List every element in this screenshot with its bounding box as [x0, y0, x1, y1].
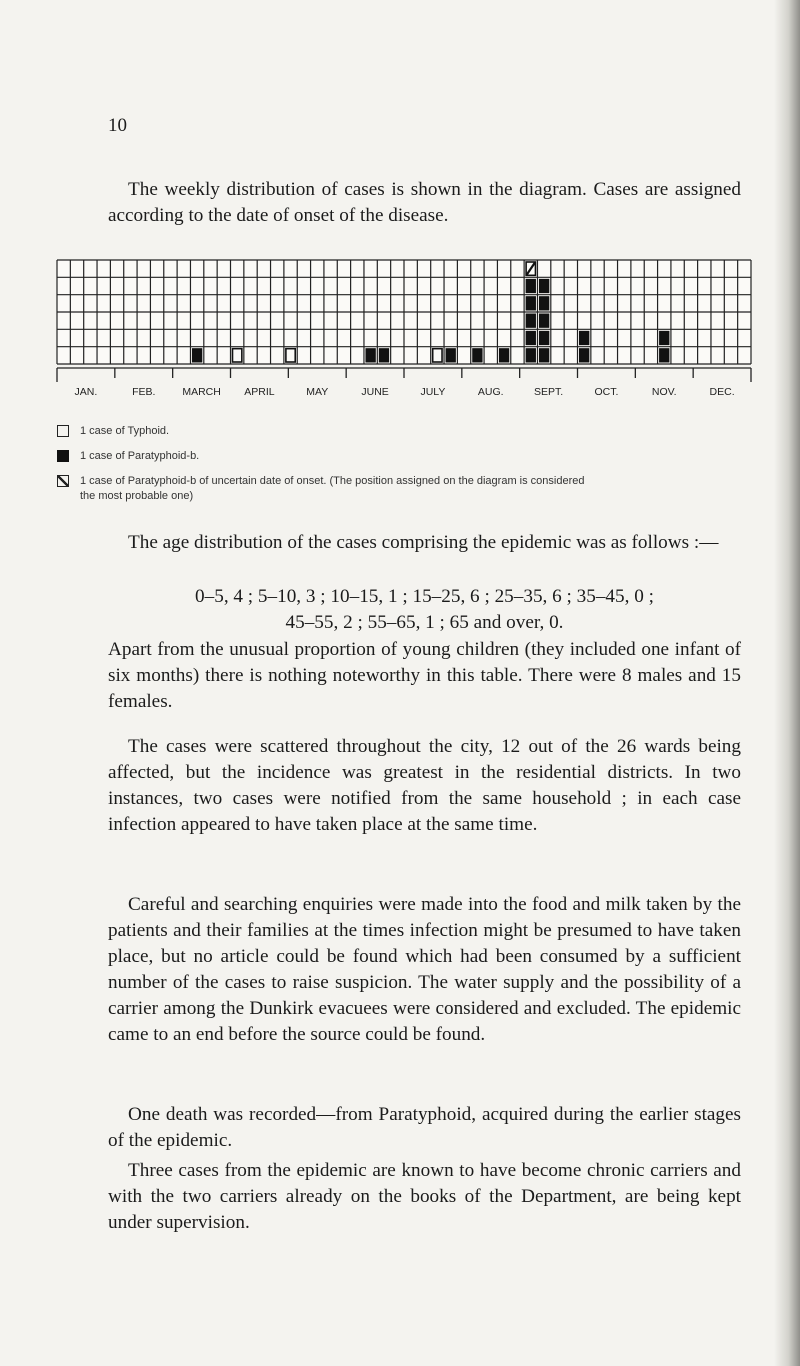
- legend-label: 1 case of Typhoid.: [80, 425, 170, 437]
- month-label: APRIL: [244, 386, 275, 398]
- month-label: FEB.: [132, 386, 156, 398]
- case-mark-paratyphoid: [472, 348, 482, 362]
- month-label: MARCH: [182, 386, 221, 398]
- month-label: SEPT.: [533, 386, 564, 398]
- case-mark-paratyphoid: [526, 279, 536, 293]
- case-mark-paratyphoid: [365, 348, 375, 362]
- legend-label: 1 case of Paratyphoid-b.: [80, 450, 200, 462]
- case-mark-paratyphoid: [579, 331, 589, 345]
- legend-label: 1 case of Paratyphoid-b of uncertain date of onset. (The position assigned on the diagram is considered the most probable one): [80, 475, 585, 502]
- case-mark-paratyphoid: [659, 331, 669, 345]
- case-mark-paratyphoid: [526, 331, 536, 345]
- page-number: 10: [108, 115, 127, 136]
- age-line-1: 0–5, 4 ; 5–10, 3 ; 10–15, 1 ; 15–25, 6 ; 25–35, 6 ; 35–45, 0 ;: [195, 586, 654, 607]
- wards-paragraph: The cases were scattered throughout the city, 12 out of the 26 wards being affected, but the incidence was greatest in the residential districts. In two instances, two cases were notified from the same household ; in each case infection appeared to have taken place at the same time.: [108, 736, 741, 835]
- month-label: NOV.: [651, 386, 677, 398]
- open-square-icon: [57, 425, 69, 437]
- month-label: OCT.: [594, 386, 619, 398]
- case-mark-paratyphoid: [539, 279, 549, 293]
- case-mark-paratyphoid: [539, 314, 549, 328]
- month-label: DEC.: [709, 386, 735, 398]
- case-mark-typhoid: [233, 349, 242, 362]
- carriers-paragraph: Three cases from the epidemic are known to have become chronic carriers and with the two carriers already on the books of the Department, are being kept under supervision.: [108, 1160, 741, 1233]
- month-label: MAY: [306, 386, 329, 398]
- age-intro-paragraph: The age distribution of the cases comprising the epidemic was as follows :—: [128, 532, 719, 553]
- intro-paragraph: The weekly distribution of cases is shown in the diagram. Cases are assigned according to the date of onset of the disease.: [108, 179, 741, 226]
- chart-svg: [55, 252, 767, 412]
- case-mark-typhoid: [433, 349, 442, 362]
- case-mark-typhoid: [286, 349, 295, 362]
- hatched-square-icon: [57, 475, 69, 487]
- case-mark-paratyphoid: [526, 314, 536, 328]
- case-mark-paratyphoid: [379, 348, 389, 362]
- page-edge-shadow: [774, 0, 800, 1366]
- age-line-2: 45–55, 2 ; 55–65, 1 ; 65 and over, 0.: [285, 612, 564, 633]
- case-mark-paratyphoid: [539, 348, 549, 362]
- case-mark-paratyphoid: [539, 296, 549, 310]
- case-mark-paratyphoid: [539, 331, 549, 345]
- case-mark-paratyphoid: [526, 348, 536, 362]
- enquiries-paragraph: Careful and searching enquiries were made into the food and milk taken by the patients and their families at the times infection might be presumed to have taken place, but no article could be found which had been consumed by a sufficient number of the cases to raise suspicion. The water supply and the possibility of a carrier among the Dunkirk evacuees were considered and excluded. The epidemic came to an end before the source could be found.: [108, 894, 741, 1045]
- month-label: JAN.: [74, 386, 98, 398]
- case-mark-paratyphoid: [499, 348, 509, 362]
- case-mark-paratyphoid: [446, 348, 456, 362]
- case-mark-paratyphoid: [579, 348, 589, 362]
- case-mark-paratyphoid: [192, 348, 202, 362]
- month-label: AUG.: [477, 386, 504, 398]
- month-label: JULY: [420, 386, 446, 398]
- age-comment-paragraph: Apart from the unusual proportion of young children (they included one infant of six months) there is nothing noteworthy in this table. There were 8 males and 15 females.: [108, 639, 741, 712]
- case-mark-paratyphoid: [526, 296, 536, 310]
- weekly-cases-chart: [55, 252, 767, 412]
- filled-square-icon: [57, 450, 69, 462]
- case-mark-paratyphoid: [659, 348, 669, 362]
- month-label: JUNE: [361, 386, 389, 398]
- death-paragraph: One death was recorded—from Paratyphoid, acquired during the earlier stages of the epidemic.: [108, 1104, 741, 1151]
